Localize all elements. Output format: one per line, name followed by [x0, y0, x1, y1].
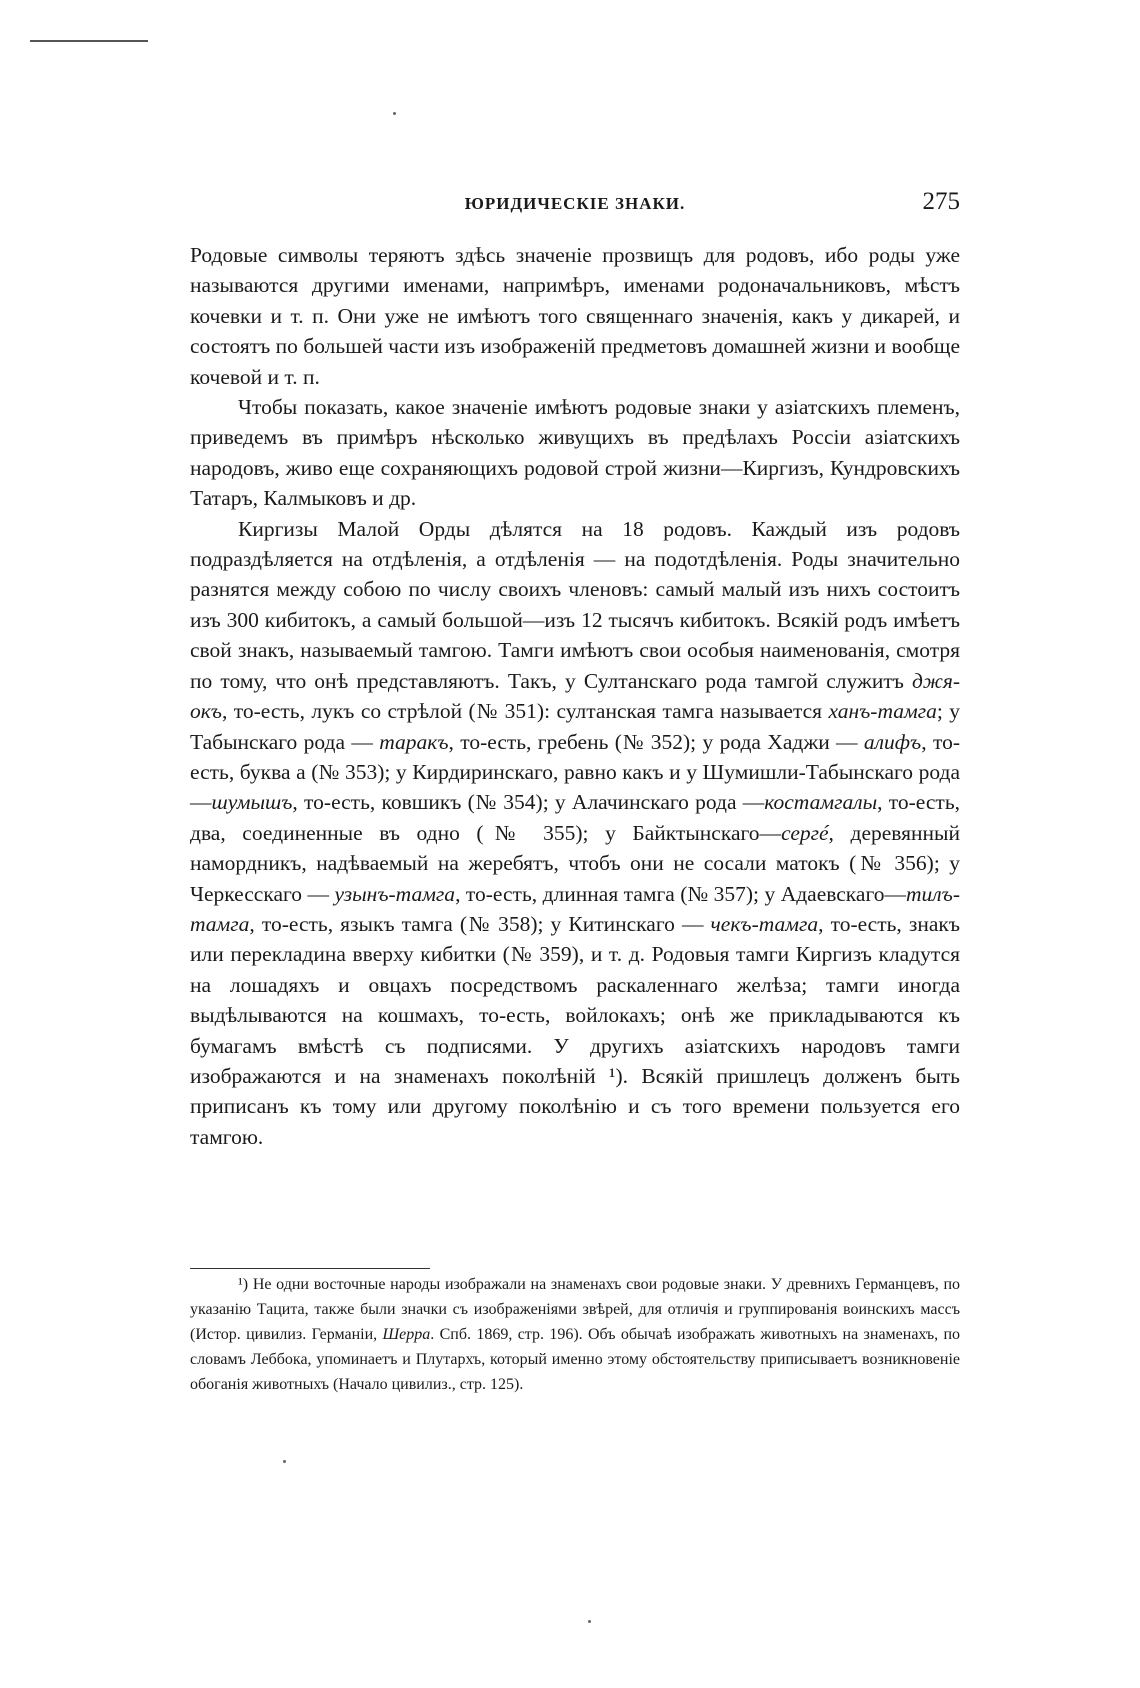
main-text: [190, 240, 960, 1152]
footnote-divider: [190, 1268, 430, 1269]
text-run: Чтобы показать, какое значеніе имѣютъ родовые знаки у азіатскихъ племенъ, приведемъ въ примѣръ нѣсколько живущихъ въ предѣлахъ Россіи азіатскихъ народовъ, живо еще сохраняющихъ родовой строй жизни—Киргизъ, Кундровскихъ Татаръ, Калмыковъ и др.: [190, 395, 960, 511]
italic-term: чекъ-тамга: [710, 911, 819, 936]
paragraph-3: [190, 514, 960, 1153]
text-run: , то-есть, ковшикъ (№ 354); у Алачинскаго рода —: [292, 790, 765, 815]
italic-term: таракъ: [379, 729, 449, 754]
text-run: , то-есть, гребень (№ 352); у рода Хаджи —: [448, 729, 864, 754]
running-title: ЮРИДИЧЕСКІЕ ЗНАКИ.: [464, 194, 686, 213]
paragraph-1: [190, 240, 960, 392]
italic-term: джя-окъ: [190, 668, 960, 724]
italic-term: шумышъ: [211, 790, 293, 815]
text-run: , то-есть, длинная тамга (№ 357); у Адаевскаго—: [455, 881, 907, 906]
italic-term: тилъ-тамга: [190, 881, 960, 936]
text-run: ; у Табынскаго рода —: [190, 699, 960, 754]
italic-term: костамгалы: [764, 790, 878, 815]
italic-term: Шерра: [382, 1326, 431, 1343]
top-left-rule: [30, 40, 148, 42]
italic-term: ханъ-тамга: [828, 699, 937, 724]
text-run: Родовые символы теряютъ здѣсь значеніе прозвищъ для родовъ, ибо роды уже называются другими именами, напримѣръ, именами родоначальниковъ, мѣстъ кочевки и т. п. Они уже не имѣютъ того священнаго значенія, какъ у дикарей, и состоятъ по большей части изъ изображеній предметовъ домашней жизни и вообще кочевой и т. п.: [190, 243, 960, 389]
page-number: 275: [922, 188, 960, 215]
page-speck: [283, 1460, 286, 1463]
footnote: [190, 1272, 960, 1397]
text-run: , то-есть, лукъ со стрѣлой (№ 351): султанская тамга называется: [221, 699, 829, 724]
text-run: Киргизы Малой Орды дѣлятся на 18 родовъ. Каждый изъ родовъ подраздѣляется на отдѣленія, а отдѣленія — на подотдѣленія. Роды значительно разнятся между собою по числу своихъ членовъ: самый малый изъ нихъ состоитъ изъ 300 кибитокъ, а самый большой—изъ 12 тысячъ кибитокъ. Всякій родъ имѣетъ свой знакъ, называемый тамгою. Тамги имѣютъ свои особыя наименованія, смотря по тому, что онѣ представляютъ. Такъ, у Султанскаго рода тамгой служитъ: [190, 516, 960, 693]
footnote-text: ¹) Не одни восточные народы изображали на знаменахъ свои родовые знаки. У древнихъ Германцевъ, по указанію Тацита, также были значки съ изображеніями звѣрей, для отличія и группированія воинскихъ массъ (Истор. цивилиз. Германіи,: [190, 1276, 960, 1343]
text-run: , то-есть, буква а (№ 353); у Кирдиринскаго, равно какъ и у Шумишли-Табынскаго рода—: [190, 729, 960, 815]
text-run: , то-есть, два, соединенные въ одно (№ 355); у Байктынскаго—: [190, 790, 960, 845]
page-speck: [588, 1620, 591, 1623]
text-run: , то-есть, знакъ или перекладина вверху кибитки (№ 359), и т. д. Родовыя тамги Киргизъ кладутся на лошадяхъ и овцахъ посредствомъ раскаленнаго желѣза; тамги иногда выдѣлываются на кошмахъ, то-есть, войлокахъ; онѣ же прикладываются къ бумагамъ вмѣстѣ съ подписями. У другихъ азіатскихъ народовъ тамги изображаются и на знаменахъ поколѣній ¹). Всякій пришлецъ долженъ быть приписанъ къ тому или другому поколѣнію и съ того времени пользуется его тамгою.: [190, 911, 960, 1149]
footnote-text: . Спб. 1869, стр. 196). Объ обычаѣ изображать животныхъ на знаменахъ, по словамъ Леббока, упоминаетъ и Плутархъ, который именно этому обстоятельству приписываетъ возникновеніе обоганія животныхъ (Начало цивилиз., стр. 125).: [190, 1326, 960, 1393]
page-speck: [393, 112, 396, 115]
page-header: [190, 188, 960, 222]
italic-term: узынъ-тамга: [334, 881, 456, 906]
paragraph-2: [190, 392, 960, 514]
italic-term: сергé: [781, 820, 829, 845]
italic-term: алифъ: [863, 729, 922, 754]
text-run: , то-есть, языкъ тамга (№ 358); у Китинскаго —: [249, 911, 711, 936]
text-run: , деревянный намордникъ, надѣваемый на жеребятъ, чтобъ они не сосали матокъ (№ 356); у Черкесскаго —: [190, 820, 961, 906]
